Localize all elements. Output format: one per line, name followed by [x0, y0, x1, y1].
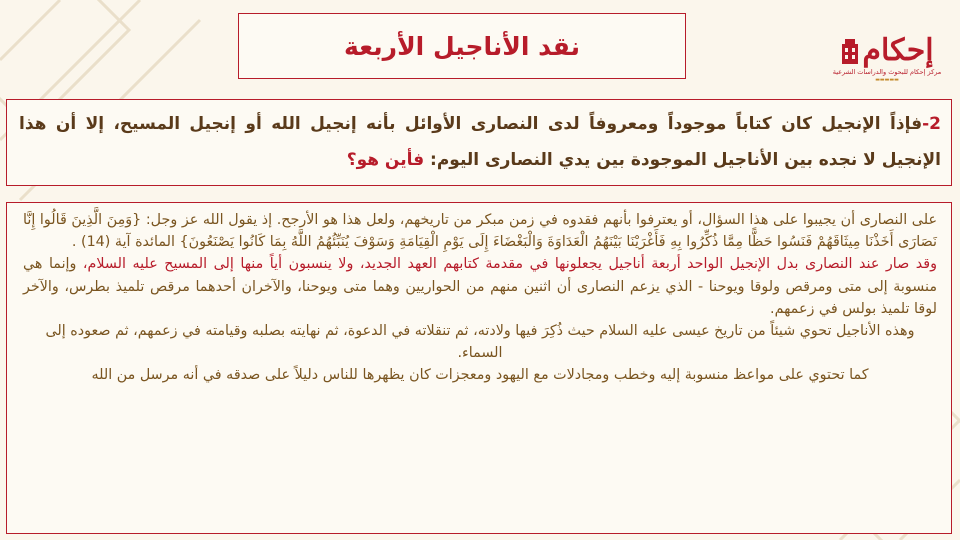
logo-subtitle: مركز إحكام للبحوث والدراسات الشرعية: [832, 68, 942, 76]
answer-highlight: وقد صار عند النصارى بدل الإنجيل الواحد أربعة أناجيل يجعلونها في مقدمة كتابهم العهد الجديد، ولا ينسبون أياً منها إلى المسيح عليه السلام،: [82, 256, 937, 273]
answer-paragraph-4: كما تحتوي على مواعظ منسوبة إليه وخطب ومجادلات مع اليهود ومعجزات كان يظهرها للناس دليلاً على صدقه في أنه مرسل من الله: [91, 367, 869, 384]
question-text: فإذاً الإنجيل كان كتاباً موجوداً ومعروفاً لدى النصارى الأوائل بأنه إنجيل الله أو إنجيل المسيح، إلا أن هذا الإنجيل لا نجده بين الأناجيل الموجودة بين يدي النصارى اليوم:: [19, 114, 941, 170]
page-title: نقد الأناجيل الأربعة: [344, 31, 580, 61]
question-box: [6, 99, 952, 186]
title-box: [238, 13, 686, 79]
logo: [832, 22, 942, 98]
question-ask: فأين هو؟: [346, 150, 425, 170]
answer-paragraph-3: وهذه الأناجيل تحوي شيئاً من تاريخ عيسى عليه السلام حيث ذُكِرَ فيها ولادته، ثم تنقلاته في الدعوة، ثم نهايته بصلبه وقيامته في زعمهم، ثم صعوده إلى السماء.: [45, 323, 915, 362]
answer-paragraph-2-rest: وإنما هي منسوبة إلى متى ومرقص ولوقا ويوحنا - الذي يزعم النصارى أن اثنين منهم من الحواريين وهما متى ويوحنا، والآخران أحدهما مرقص تلميذ بطرس، والآخر لوقا تلميذ بولس في زعمهم.: [23, 256, 937, 317]
question-number: 2-: [922, 114, 941, 134]
answer-paragraph-2: [23, 253, 937, 320]
logo-building-icon: [840, 36, 860, 66]
answer-box: [6, 202, 952, 534]
answer-paragraph-1: على النصارى أن يجيبوا على هذا السؤال، أو يعترفوا بأنهم فقدوه في زمن مبكر من تاريخهم، ولعل هذا هو الأرجح. إذ يقول الله عز وجل: {وَمِنَ الَّذِينَ قَالُوا إِنَّا نَصَارَى أَخَذْنَا مِيثَاقَهُمْ فَنَسُوا حَظًّا مِمَّا ذُكِّرُوا بِهِ فَأَغْرَيْنَا بَيْنَهُمُ الْعَدَاوَةَ وَالْبَغْضَاءَ إِلَى يَوْمِ الْقِيَامَةِ وَسَوْفَ يُنَبِّئُهُمُ اللَّهُ بِمَا كَانُوا يَصْنَعُونَ} المائدة آية (14) .: [23, 212, 937, 251]
logo-word: إحكام: [862, 33, 934, 68]
logo-mark: [840, 22, 933, 66]
logo-url-line: ▬▬▬▬▬: [875, 77, 899, 83]
